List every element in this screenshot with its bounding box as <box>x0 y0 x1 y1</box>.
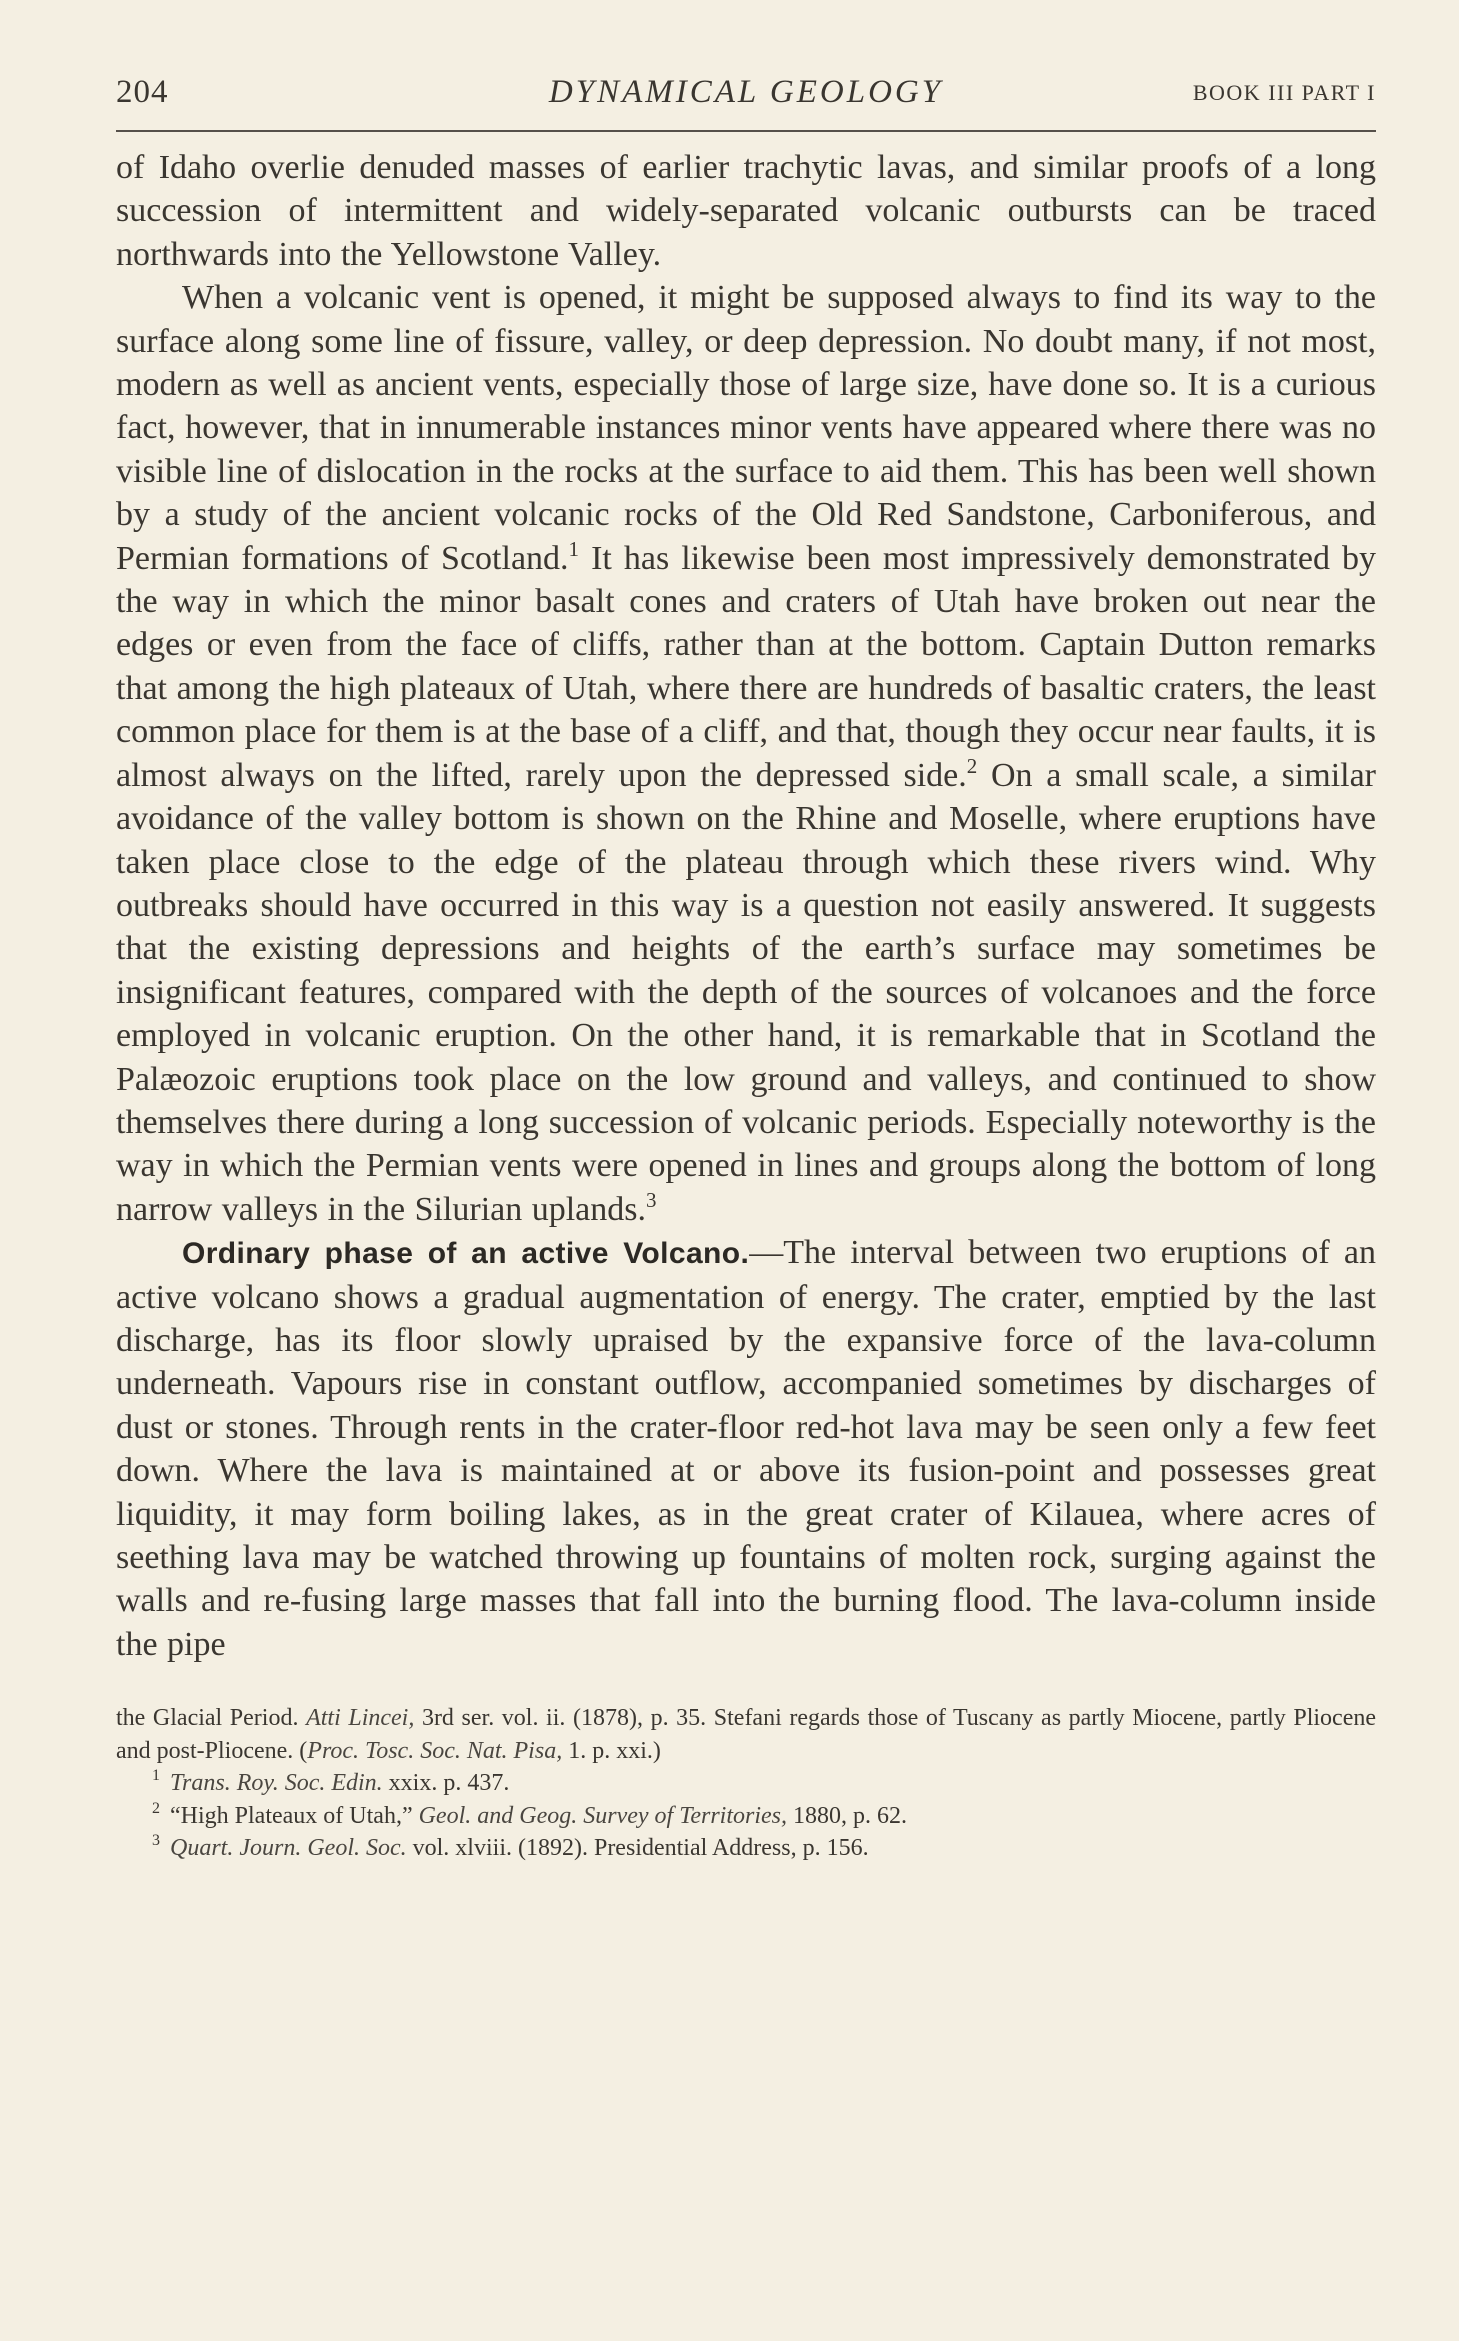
paragraph-text: When a volcanic vent is opened, it might be supposed always to find its way to the surface along some line of fissure, valley, or deep depression. No doubt many, if not most, modern as well as ancient vents, especially those of large size, have done so. It is a curious fact, however, that in innumerable instances minor vents have appeared where there was no visible line of dislocation in the rocks at the surface to aid them. This has been well shown by a study of the ancient volcanic rocks of the Old Red Sandstone, Carboniferous, and Permian formations of Scotland. <box>116 279 1376 577</box>
section-heading: Ordinary phase of an active Volcano. <box>182 1237 750 1271</box>
header-rule <box>116 130 1376 132</box>
paragraph-volcanic-vents <box>116 276 1376 1231</box>
footnote-text: vol. xlviii. (1892). Presidential Address, p. 156. <box>406 1835 869 1862</box>
footnote-mark: 2 <box>152 1799 160 1817</box>
footnote-2 <box>116 1800 1376 1833</box>
running-head <box>116 60 1376 124</box>
citation-italic: Atti Lincei, <box>306 1705 415 1732</box>
footnote-text: 1880, p. 62. <box>787 1802 908 1829</box>
footnote-text: 3rd ser. vol. ii. (1878), p. 35. Stefani regards those of Tuscany as partly Miocene, partly Pliocene and post-Pliocene. ( <box>116 1705 1377 1764</box>
running-title: DYNAMICAL GEOLOGY <box>548 74 944 110</box>
book-page <box>116 60 1376 1865</box>
footnote-ref-1: 1 <box>568 536 580 561</box>
footnote-ref-3: 3 <box>646 1187 657 1212</box>
footnote-3 <box>116 1832 1376 1865</box>
paragraph-text: —The interval between two eruptions of an active volcano shows a gradual augmentation of energy. The crater, emptied by the last discharge, has its floor slowly upraised by the expansive force of the lava-column underneath. Vapours rise in constant outflow, accompanied sometimes by discharges of dust or stones. Through rents in the crater-floor red-hot lava may be seen only a few feet down. Where the lava is maintained at or above its fusion-point and possesses great liquidity, it may form boiling lakes, as in the great crater of Kilauea, where acres of seething lava may be watched throwing up fountains of molten rock, surging against the walls and re-fusing large masses that fall into the burning flood. The lava-column inside the pipe <box>116 1234 1376 1663</box>
footnote-ref-2: 2 <box>966 753 978 778</box>
footnotes <box>116 1702 1376 1865</box>
footnote-text: “High Plateaux of Utah,” <box>170 1802 419 1829</box>
footnote-1 <box>116 1767 1376 1800</box>
page-number: 204 <box>116 74 169 110</box>
book-part-label: BOOK III PART I <box>1192 80 1376 105</box>
paragraph-text: It has likewise been most impressively demonstrated by the way in which the minor basalt cones and craters of Utah have broken out near the edges or even from the face of cliffs, rather than at the bottom. Captain Dutton remarks that among the high plateaux of Utah, where there are hundreds of basaltic craters, the least common place for them is at the base of a cliff, and that, though they occur near faults, it is almost always on the lifted, rarely upon the depressed side. <box>116 539 1376 794</box>
citation-italic: Proc. Tosc. Soc. Nat. Pisa, <box>307 1737 563 1764</box>
citation-italic: Quart. Journ. Geol. Soc. <box>170 1835 407 1862</box>
citation-italic: Trans. Roy. Soc. Edin. <box>170 1770 383 1797</box>
footnote-mark: 3 <box>152 1832 160 1850</box>
paragraph-text: On a small scale, a similar avoidance of the valley bottom is shown on the Rhine and Moselle, where eruptions have taken place close to the edge of the plateau through which these rivers wind. Why outbreaks should have occurred in this way is a question not easily answered. It suggests that the existing depressions and heights of the earth’s surface may sometimes be insignificant features, compared with the depth of the sources of volcanoes and the force employed in volcanic eruption. On the other hand, it is remarkable that in Scotland the Palæozoic eruptions took place on the low ground and valleys, and continued to show themselves there during a long succession of volcanic periods. Especially noteworthy is the way in which the Permian vents were opened in lines and groups along the bottom of long narrow valleys in the Silurian uplands. <box>116 756 1376 1228</box>
paragraph-continuation: of Idaho overlie denuded masses of earlier trachytic lavas, and similar proofs of a long succession of intermittent and widely-separated volcanic outbursts can be traced northwards into the Yellowstone Valley. <box>116 149 1376 273</box>
footnote-text: the Glacial Period. <box>116 1705 307 1732</box>
footnote-continuation <box>116 1702 1376 1767</box>
main-text <box>116 146 1376 1666</box>
footnote-text: 1. p. xxi.) <box>562 1737 661 1764</box>
footnote-mark: 1 <box>152 1767 160 1785</box>
citation-italic: Geol. and Geog. Survey of Territories, <box>418 1802 788 1829</box>
paragraph-active-volcano <box>116 1231 1376 1666</box>
footnote-text: xxix. p. 437. <box>382 1770 510 1797</box>
